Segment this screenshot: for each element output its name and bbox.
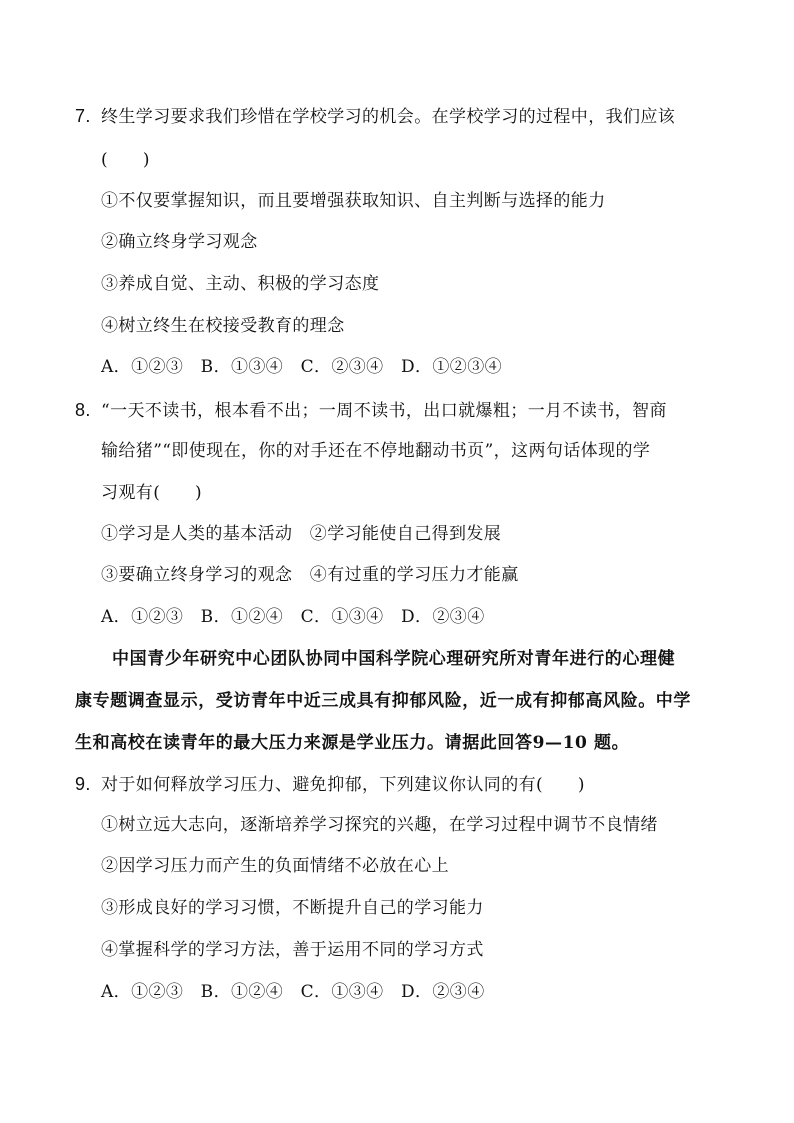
question-7-item-1: ①不仅要掌握知识，而且要增强获取知识、自主判断与选择的能力	[101, 191, 606, 211]
question-9-item-4: ④掌握科学的学习方法，善于运用不同的学习方式	[101, 940, 484, 960]
question-7-item-3: ③养成自觉、主动、积极的学习态度	[101, 274, 380, 294]
question-8-options: A．①②③ B．①②④ C．①③④ D．②③④	[101, 607, 485, 627]
question-8-item-2: ③要确立终身学习的观念 ④有过重的学习压力才能赢	[101, 565, 519, 585]
question-8-stem-text: “一天不读书，根本看不出；一周不读书，出口就爆粗；一月不读书，智商	[101, 401, 667, 421]
material-line-3: 生和高校在读青年的最大压力来源是学业压力。请据此回答9—10 题。	[75, 733, 630, 753]
question-9-item-3: ③形成良好的学习习惯，不断提升自己的学习能力	[101, 898, 484, 918]
question-7-stem-line-1	[75, 104, 675, 129]
question-8-stem-line-3: 习观有( )	[101, 483, 203, 503]
question-8-number: 8.	[75, 400, 91, 420]
question-9-options: A．①②③ B．①②④ C．①③④ D．②③④	[101, 982, 485, 1002]
question-7-stem-text: 终生学习要求我们珍惜在学校学习的机会。在学校学习的过程中，我们应该	[101, 107, 676, 127]
question-7-item-2: ②确立终身学习观念	[101, 232, 258, 252]
question-9-number: 9.	[75, 774, 91, 794]
question-8-stem-line-2: 输给猪”“即使现在，你的对手还在不停地翻动书页”，这两句话体现的学	[101, 441, 651, 461]
question-7-options: A．①②③ B．①③④ C．②③④ D．①②③④	[101, 357, 503, 377]
question-7-stem-line-2: ( )	[101, 150, 150, 170]
question-9-stem-text: 对于如何释放学习压力、避免抑郁，下列建议你认同的有( )	[101, 775, 585, 795]
question-7-item-4: ④树立终生在校接受教育的理念	[101, 316, 345, 336]
question-9-item-1: ①树立远大志向，逐渐培养学习探究的兴趣，在学习过程中调节不良情绪	[101, 815, 658, 835]
material-line-1: 中国青少年研究中心团队协同中国科学院心理研究所对青年进行的心理健	[112, 649, 676, 669]
question-7-number: 7.	[75, 106, 91, 126]
question-8-item-1: ①学习是人类的基本活动 ②学习能使自己得到发展	[101, 524, 502, 544]
material-line-2: 康专题调查显示，受访青年中近三成具有抑郁风险，近一成有抑郁高风险。中学	[75, 691, 691, 711]
question-8-stem-line-1	[75, 398, 667, 423]
question-9-item-2: ②因学习压力而产生的负面情绪不必放在心上	[101, 856, 449, 876]
question-9-stem-line-1	[75, 772, 585, 797]
